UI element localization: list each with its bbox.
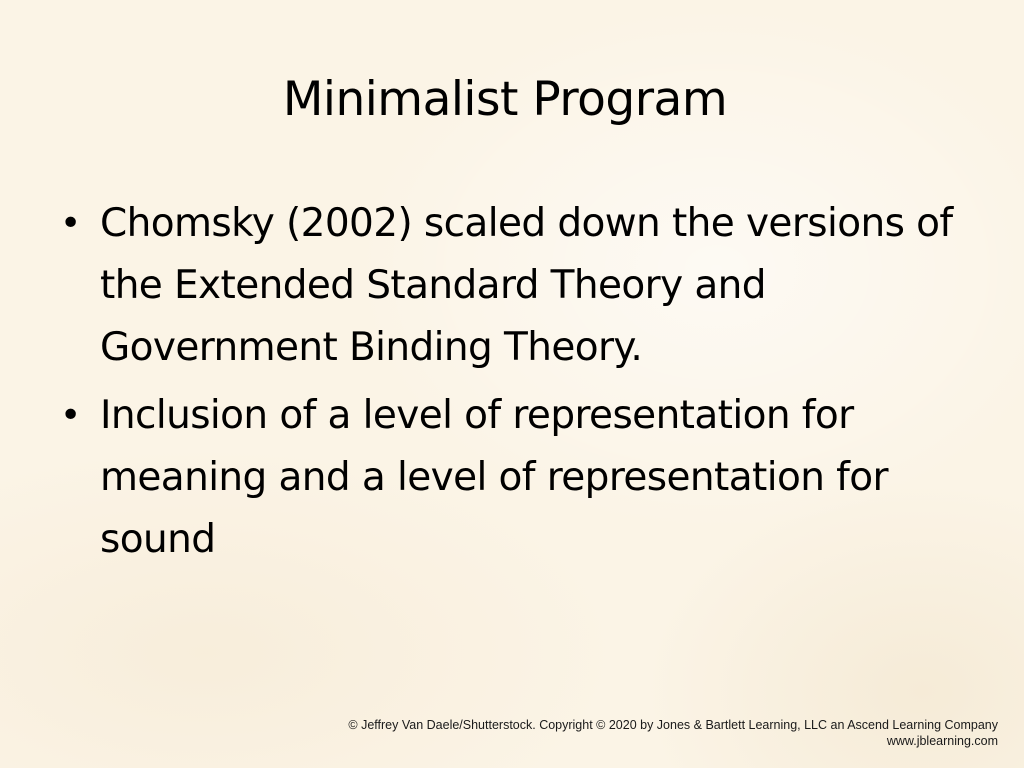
- bullet-list: [56, 193, 986, 577]
- bullet-item: [56, 193, 986, 379]
- bullet-marker: •: [60, 395, 81, 436]
- slide-title: Minimalist Program: [282, 72, 728, 127]
- copyright-text: © Jeffrey Van Daele/Shutterstock. Copyright © 2020 by Jones & Bartlett Learning, LLC an Ascend Learning Company: [348, 718, 998, 732]
- bullet-text: Chomsky (2002) scaled down the versions of the Extended Standard Theory and Government Binding Theory.: [100, 201, 953, 370]
- bullet-item: [56, 385, 986, 571]
- copyright-footer: [348, 717, 998, 749]
- bullet-text: Inclusion of a level of representation for meaning and a level of representation for sound: [100, 393, 888, 562]
- bullet-marker: •: [60, 203, 81, 244]
- website-link[interactable]: www.jblearning.com: [886, 734, 998, 748]
